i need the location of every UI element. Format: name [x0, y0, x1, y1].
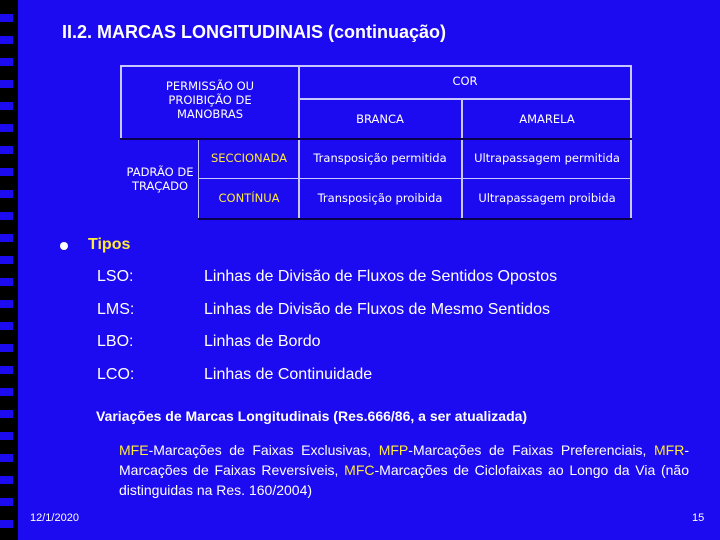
mfp-code: MFP — [378, 442, 409, 458]
variacoes-paragraph: MFE-Marcações de Faixas Exclusivas, MFP-Marcações de Faixas Preferenciais, MFR-Marcações de Faixas Reversíveis, MFC-Marcações de Ciclofaixas ao Longo da Via (não distinguidas na Res. 160/2004) — [119, 442, 689, 498]
table-line-header-bottom — [120, 138, 632, 140]
tipo-code-lms: LMS: — [97, 301, 135, 318]
table-line-group-right — [198, 140, 199, 218]
mfc-code: MFC — [344, 462, 375, 478]
table-border-left — [120, 65, 122, 139]
table-line-cor-bottom — [300, 98, 632, 100]
cell-seccionada-amarela: Ultrapassagem permitida — [474, 151, 620, 166]
table-line-row-split — [198, 178, 632, 179]
footer-date: 12/1/2020 — [30, 512, 79, 524]
corner-label: PERMISSÃO OU PROIBIÇÃO DE MANOBRAS — [165, 79, 255, 121]
slide-title: II.2. MARCAS LONGITUDINAIS (continuação) — [62, 22, 447, 42]
table-border-right — [630, 65, 632, 218]
cor-header: COR — [452, 74, 478, 89]
tipos-heading: Tipos — [88, 236, 131, 253]
row-label-seccionada: SECCIONADA — [210, 151, 288, 166]
cell-continua-branca: Transposição proibida — [317, 191, 443, 206]
tipo-desc-lso: Linhas de Divisão de Fluxos de Sentidos Opostos — [204, 268, 558, 285]
table-border-top — [120, 65, 632, 67]
cell-continua-amarela: Ultrapassagem proibida — [478, 191, 616, 206]
mfr-code: MFR — [654, 442, 685, 458]
page-number: 15 — [692, 512, 705, 524]
col-branca-header: BRANCA — [356, 112, 404, 127]
tipo-desc-lbo: Linhas de Bordo — [204, 333, 321, 350]
tipos-bullet-icon — [60, 242, 68, 250]
table-line-col-split — [461, 100, 463, 218]
table-line-cor-left — [298, 65, 300, 218]
table-border-bottom — [198, 218, 632, 220]
col-amarela-header: AMARELA — [519, 112, 575, 127]
tipo-desc-lms: Linhas de Divisão de Fluxos de Mesmo Sentidos — [204, 301, 550, 318]
tipo-code-lbo: LBO: — [97, 333, 134, 350]
row-label-continua: CONTÍNUA — [218, 191, 280, 206]
tipo-code-lso: LSO: — [97, 268, 134, 285]
tipo-code-lco: LCO: — [97, 366, 135, 383]
row-group-label: PADRÃO DE TRAÇADO — [126, 165, 194, 193]
mfe-code: MFE — [119, 442, 149, 458]
variacoes-heading: Variações de Marcas Longitudinais (Res.666/86, a ser atualizada) — [96, 408, 528, 424]
tipo-desc-lco: Linhas de Continuidade — [204, 366, 373, 383]
cell-seccionada-branca: Transposição permitida — [313, 151, 447, 166]
